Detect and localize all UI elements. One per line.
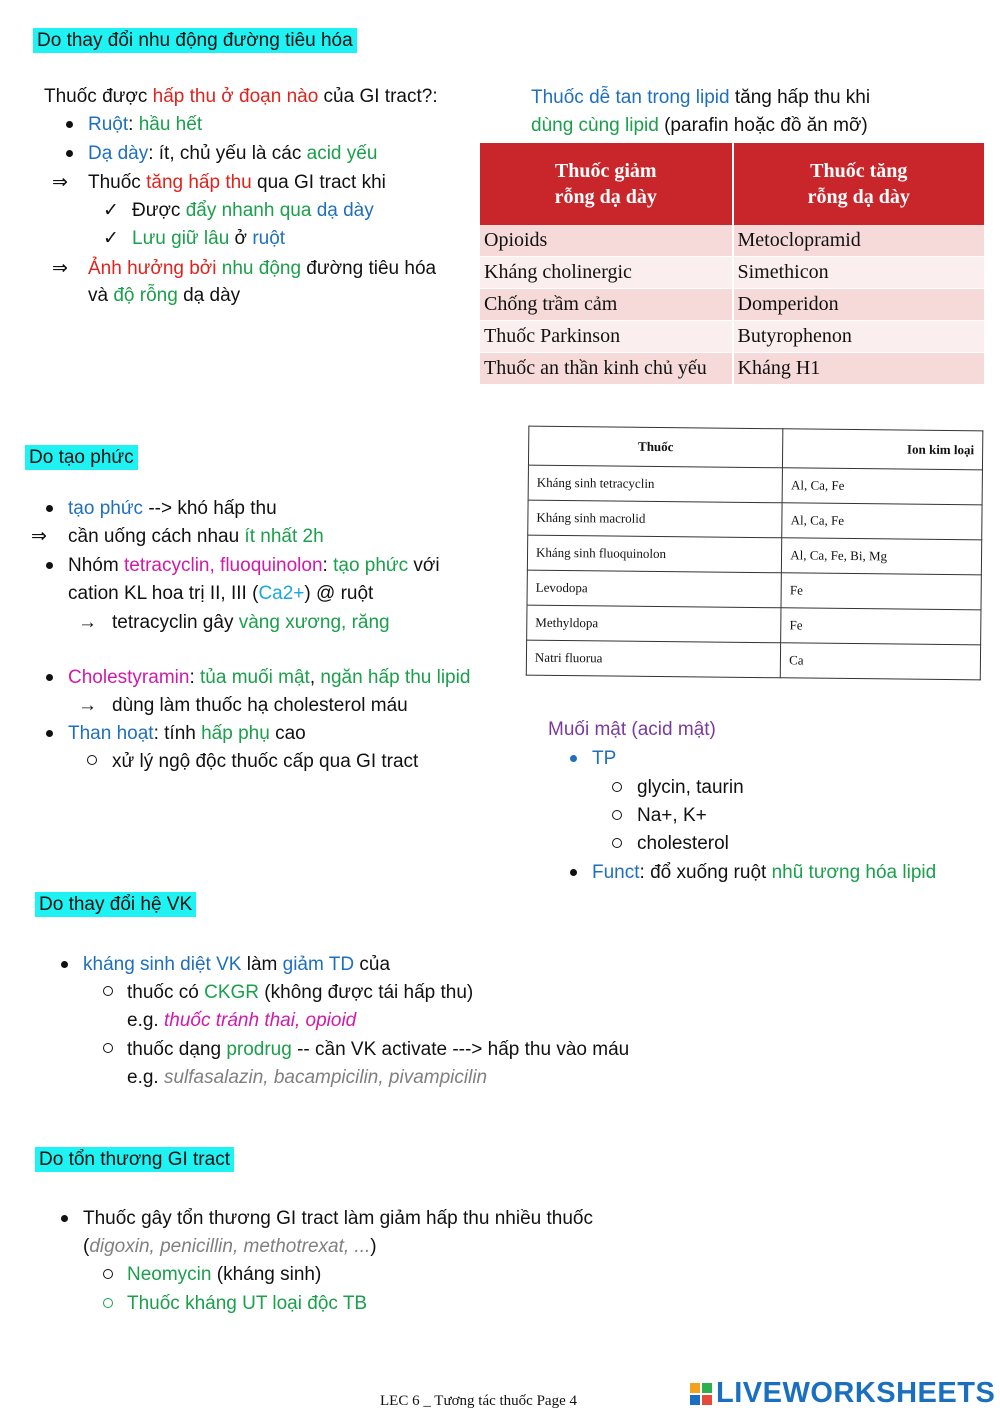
check-icon: ✓ bbox=[103, 200, 119, 221]
table-row: Opioids Metoclopramid bbox=[480, 225, 985, 257]
bullet-icon bbox=[46, 674, 53, 681]
table-header: Thuốc giảm rỗng dạ dày bbox=[480, 143, 733, 225]
page-footer: LEC 6 _ Tương tác thuốc Page 4 bbox=[380, 1393, 577, 1409]
list-item-cont: cation KL hoa trị II, III (Ca2+) @ ruột bbox=[68, 583, 374, 604]
sub-bullet-icon bbox=[103, 1298, 113, 1308]
table-row: Kháng sinh fluoquinolon Al, Ca, Fe, Bi, Mg bbox=[527, 535, 981, 575]
section-heading-complex: Do tạo phức bbox=[25, 447, 138, 469]
logo-mark-icon bbox=[690, 1383, 712, 1405]
sub-item: thuốc dạng prodrug -- cần VK activate ---> hấp thu vào máu bbox=[127, 1039, 630, 1060]
gastric-emptying-table bbox=[480, 143, 986, 385]
bullet-icon bbox=[61, 961, 68, 968]
table-row: Methyldopa Fe bbox=[527, 605, 981, 645]
list-item-cont: (digoxin, penicillin, methotrexat, ...) bbox=[83, 1236, 377, 1257]
table-row: Thuốc Parkinson Butyrophenon bbox=[480, 321, 985, 353]
table-row: Kháng sinh tetracyclin Al, Ca, Fe bbox=[528, 465, 982, 505]
list-item: kháng sinh diệt VK làm giảm TD của bbox=[83, 954, 391, 975]
list-item: Ruột: hầu hết bbox=[88, 114, 203, 135]
table-row: Levodopa Fe bbox=[527, 570, 981, 610]
bullet-icon bbox=[570, 755, 577, 762]
sub-bullet-icon bbox=[612, 838, 622, 848]
table-row: Chống trầm cảm Domperidon bbox=[480, 289, 985, 321]
table-row: Kháng cholinergic Simethicon bbox=[480, 257, 985, 289]
sub-bullet-icon bbox=[612, 782, 622, 792]
table-header: Ion kim loại bbox=[783, 429, 983, 470]
sub-item: cholesterol bbox=[637, 833, 729, 854]
sub-item: Na+, K+ bbox=[637, 805, 707, 826]
right-arrow-icon: → bbox=[78, 695, 97, 716]
sub-item: Neomycin (kháng sinh) bbox=[127, 1264, 322, 1285]
table-header: Thuốc bbox=[528, 426, 783, 468]
sub-item: glycin, taurin bbox=[637, 777, 744, 798]
result-line: và độ rỗng dạ dày bbox=[88, 285, 241, 306]
list-item: Thuốc gây tổn thương GI tract làm giảm hấp thu nhiều thuốc bbox=[83, 1208, 593, 1229]
bullet-icon bbox=[46, 562, 53, 569]
section-heading-damage: Do tổn thương GI tract bbox=[35, 1149, 234, 1171]
table-header: Thuốc tăng rỗng dạ dày bbox=[733, 143, 986, 225]
sub-bullet-icon bbox=[103, 1043, 113, 1053]
logo-text: LIVEWORKSHEETS bbox=[716, 1377, 996, 1409]
check-item: Lưu giữ lâu ở ruột bbox=[132, 228, 286, 249]
list-item: Dạ dày: ít, chủ yếu là các acid yếu bbox=[88, 143, 378, 164]
list-item-cont: tetracyclin gây vàng xương, răng bbox=[112, 612, 390, 633]
sub-bullet-icon bbox=[103, 1269, 113, 1279]
sub-bullet-icon bbox=[103, 986, 113, 996]
lipid-note: dùng cùng lipid (parafin hoặc đồ ăn mỡ) bbox=[531, 115, 868, 136]
bullet-icon bbox=[66, 121, 73, 128]
sub-bullet-icon bbox=[612, 810, 622, 820]
result-line: Ảnh hưởng bởi nhu động đường tiêu hóa bbox=[88, 258, 437, 279]
implies-arrow-icon: ⇒ bbox=[52, 172, 68, 193]
list-item: Nhóm tetracyclin, fluoquinolon: tạo phức với bbox=[68, 555, 440, 576]
bile-tp-label: TP bbox=[592, 748, 617, 769]
bullet-icon bbox=[46, 505, 53, 512]
section-heading-motility: Do thay đổi nhu động đường tiêu hóa bbox=[33, 30, 357, 52]
check-item: Được đẩy nhanh qua dạ dày bbox=[132, 200, 374, 221]
metal-ion-table bbox=[526, 426, 984, 681]
sub-item: Thuốc kháng UT loại độc TB bbox=[127, 1293, 368, 1314]
table-row: Thuốc an thần kinh chủ yếu Kháng H1 bbox=[480, 353, 985, 385]
check-icon: ✓ bbox=[103, 228, 119, 249]
example-line: e.g. sulfasalazin, bacampicilin, pivampicilin bbox=[127, 1067, 488, 1088]
bullet-icon bbox=[61, 1215, 68, 1222]
bile-funct: Funct: đổ xuống ruột nhũ tương hóa lipid bbox=[592, 862, 937, 883]
list-item: Than hoạt: tính hấp phụ cao bbox=[68, 723, 306, 744]
result-line: Thuốc tăng hấp thu qua GI tract khi bbox=[88, 172, 386, 193]
sub-item: xử lý ngộ độc thuốc cấp qua GI tract bbox=[112, 751, 419, 772]
list-item: tạo phức --> khó hấp thu bbox=[68, 498, 277, 519]
bullet-icon bbox=[66, 150, 73, 157]
bullet-icon bbox=[46, 730, 53, 737]
liveworksheets-logo[interactable] bbox=[690, 1377, 995, 1410]
implies-arrow-icon: ⇒ bbox=[31, 526, 47, 547]
right-arrow-icon: → bbox=[78, 612, 97, 633]
metal-ion-table-image bbox=[526, 426, 984, 693]
sub-bullet-icon bbox=[87, 755, 97, 765]
list-item: Cholestyramin: tủa muối mật, ngăn hấp thu lipid bbox=[68, 667, 471, 688]
list-item-cont: dùng làm thuốc hạ cholesterol máu bbox=[112, 695, 408, 716]
lipid-note: Thuốc dễ tan trong lipid tăng hấp thu khi bbox=[531, 87, 871, 108]
bile-salt-title: Muối mật (acid mật) bbox=[548, 719, 716, 740]
table-row: Natri fluorua Ca bbox=[526, 640, 980, 680]
absorption-question: Thuốc được hấp thu ở đoạn nào của GI tract?: bbox=[44, 86, 438, 107]
table-row: Kháng sinh macrolid Al, Ca, Fe bbox=[528, 500, 982, 540]
result-line: cần uống cách nhau ít nhất 2h bbox=[68, 526, 324, 547]
example-line: e.g. thuốc tránh thai, opioid bbox=[127, 1010, 357, 1031]
implies-arrow-icon: ⇒ bbox=[52, 258, 68, 279]
bullet-icon bbox=[570, 869, 577, 876]
section-heading-flora: Do thay đổi hệ VK bbox=[35, 894, 196, 916]
sub-item: thuốc có CKGR (không được tái hấp thu) bbox=[127, 982, 474, 1003]
